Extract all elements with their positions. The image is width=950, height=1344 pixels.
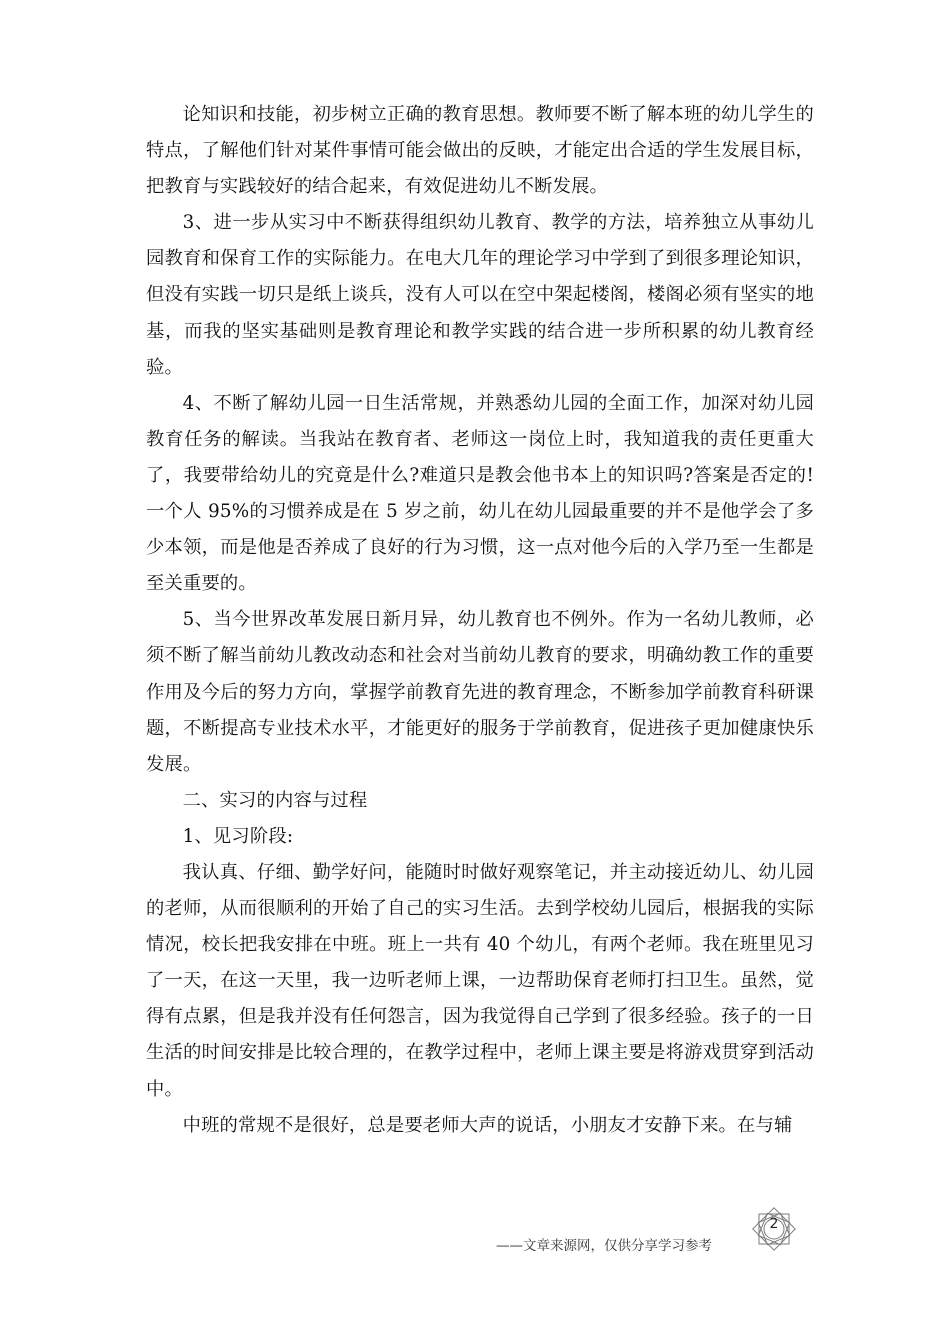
page-number-badge <box>748 1203 800 1255</box>
section-heading: 二、实习的内容与过程 <box>182 789 368 811</box>
document-body <box>146 97 814 1144</box>
paragraph-class-routine: 中班的常规不是很好，总是要老师大声的说话，小朋友才安静下来。在与辅 <box>182 1114 793 1136</box>
paragraph-item-3: 3、进一步从实习中不断获得组织幼儿教育、教学的方法，培养独立从事幼儿园教育和保育工作的实际能力。在电大几年的理论学习中学到了到很多理论知识，但没有实践一切只是纸上谈兵，没有人可以在空中架起楼阁，楼阁必须有坚实的地基，而我的坚实基础则是教育理论和教学实践的结合进一步所积累的幼儿教育经验。 <box>146 212 814 378</box>
page-number: 2 <box>769 1216 779 1232</box>
footer-source-note: ——文章来源网，仅供分享学习参考 <box>496 1238 712 1254</box>
paragraph-item-5: 5、当今世界改革发展日新月异，幼儿教育也不例外。作为一名幼儿教师，必须不断了解当前幼儿教改动态和社会对当前幼儿教育的要求，明确幼教工作的重要作用及今后的努力方向，掌握学前教育先进的教育理念，不断参加学前教育科研课题，不断提高专业技术水平，才能更好的服务于学前教育，促进孩子更加健康快乐发展。 <box>146 609 814 775</box>
subsection-heading: 1、见习阶段: <box>182 825 294 847</box>
paragraph-item-4: 4、不断了解幼儿园一日生活常规，并熟悉幼儿园的全面工作，加深对幼儿园教育任务的解读。当我站在教育者、老师这一岗位上时，我知道我的责任更重大了，我要带给幼儿的究竟是什么?难道只是教会他书本上的知识吗?答案是否定的!一个人 95%的习惯养成是在 5 岁之前，幼儿在幼儿园最重要的并不是他学会了多少本领，而是他是否养成了良好的行为习惯，这一点对他今后的入学乃至一生都是至关重要的。 <box>146 392 814 595</box>
paragraph-continuation: 论知识和技能，初步树立正确的教育思想。教师要不断了解本班的幼儿学生的特点，了解他们针对某件事情可能会做出的反映，才能定出合适的学生发展目标，把教育与实践较好的结合起来，有效促进幼儿不断发展。 <box>146 104 814 198</box>
paragraph-observation: 我认真、仔细、勤学好问，能随时时做好观察笔记，并主动接近幼儿、幼儿园的老师，从而很顺利的开始了自己的实习生活。去到学校幼儿园后，根据我的实际情况，校长把我安排在中班。班上一共有 40 个幼儿，有两个老师。我在班里见习了一天，在这一天里，我一边听老师上课，一边帮助保育老师打扫卫生。虽然，觉得有点累，但是我并没有任何怨言，因为我觉得自己学到了很多经验。孩子的一日生活的时间安排是比较合理的，在教学过程中，老师上课主要是将游戏贯穿到活动中。 <box>146 861 814 1100</box>
